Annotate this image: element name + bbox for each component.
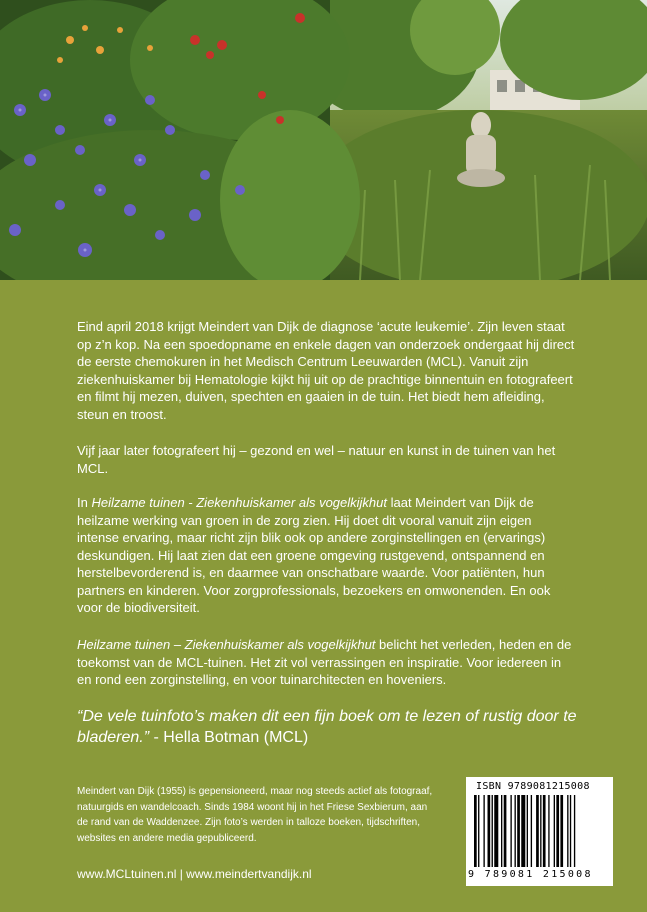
barcode-bar [474,795,477,867]
barcode-bar [570,795,571,867]
barcode-bar [515,795,516,867]
paragraph-book-summary [77,636,577,689]
paragraph-book-description [77,494,577,617]
author-bio: Meindert van Dijk (1955) is gepensioneerd, maar nog steeds actief als fotograaf, natuurgids en wandelcoach. Sinds 1984 woont hij in het Friese Sexbierum, aan de rand van de Waddenzee. Zijn foto’s werden in talloze boeken, tijdschriften, websites en andere media gepubliceerd. [77,786,433,844]
barcode-bar [494,795,498,867]
barcode-bar [527,795,528,867]
review-quote [77,706,597,748]
barcode-bar [478,795,479,867]
isbn-label: ISBN 9789081215008 [476,781,590,792]
barcode-bar [548,795,549,867]
isbn-barcode [466,777,613,886]
barcode-bar [501,795,502,867]
barcode-bars [474,795,605,867]
barcode-bar [540,795,541,867]
quote-author: - Hella Botman (MCL) [149,729,309,746]
paragraph-3-prefix: In [77,495,92,510]
barcode-bar [510,795,511,867]
book-title-italic-2: Heilzame tuinen – Ziekenhuiskamer als vogelkijkhut [77,637,376,652]
barcode-bar [531,795,532,867]
book-title-italic: Heilzame tuinen - Ziekenhuiskamer als vogelkijkhut [91,495,387,510]
barcode-bar [492,795,493,867]
quote-text: “De vele tuinfoto’s maken dit een fijn boek om te lezen of rustig door te bladeren.” [77,708,577,746]
barcode-bar [483,795,484,867]
paragraph-five-years-later: Vijf jaar later fotografeert hij – gezond en wel – natuur en kunst in de tuinen van het MCL. [77,443,556,476]
barcode-bar [556,795,559,867]
barcode-bar [543,795,546,867]
barcode-bar [536,795,539,867]
barcode-bar [554,795,555,867]
website-links: www.MCLtuinen.nl | www.meindertvandijk.nl [77,867,312,881]
barcode-bar [560,795,563,867]
paragraph-3-body: laat Meindert van Dijk de heilzame werking van groen in de zorg zien. Hij doet dit vooral vanuit zijn eigen intense ervaring, maar richt zijn blik ook op andere zorginstellingen en (ervarings) deskundigen. Hij laat zien dat een groene omgeving rustgevend, ontspannend en herstelbevorderend is, en daarmee van onschatbare waarde. Voor patiënten, hun partners en kinderen. Voor zorgprofessionals, bezoekers en omwonenden. En ook voor de biodiversiteit. [77,495,551,615]
barcode-bar [521,795,525,867]
paragraph-4-body: belicht het verleden, heden en de toekomst van de MCL-tuinen. Het zit vol verrassingen en inspiratie. Voor iedereen in en rond een zorginstelling, en voor tuinarchitecten en hoveniers. [77,637,572,687]
barcode-bar [504,795,507,867]
barcode-bar [488,795,491,867]
barcode-bar [574,795,575,867]
garden-photo [0,0,647,280]
barcode-bar [517,795,520,867]
paragraph-diagnosis: Eind april 2018 krijgt Meindert van Dijk de diagnose ‘acute leukemie’. Zijn leven staat op z’n kop. Na een spoedopname en enkele dagen van onderzoek ondergaat hij direct de eerste chemokuren in het Medisch Centrum Leeuwarden (MCL). Vanuit zijn ziekenhuiskamer bij Hematologie kijkt hij uit op de prachtige binnentuin en fotografeert en filmt hij mezen, duiven, spechten en gaaien in de tuin. Het biedt hem afleiding, steun en troost. [77,319,575,422]
barcode-bar [567,795,568,867]
ean-digits: 9 789081 215008 [468,869,593,880]
